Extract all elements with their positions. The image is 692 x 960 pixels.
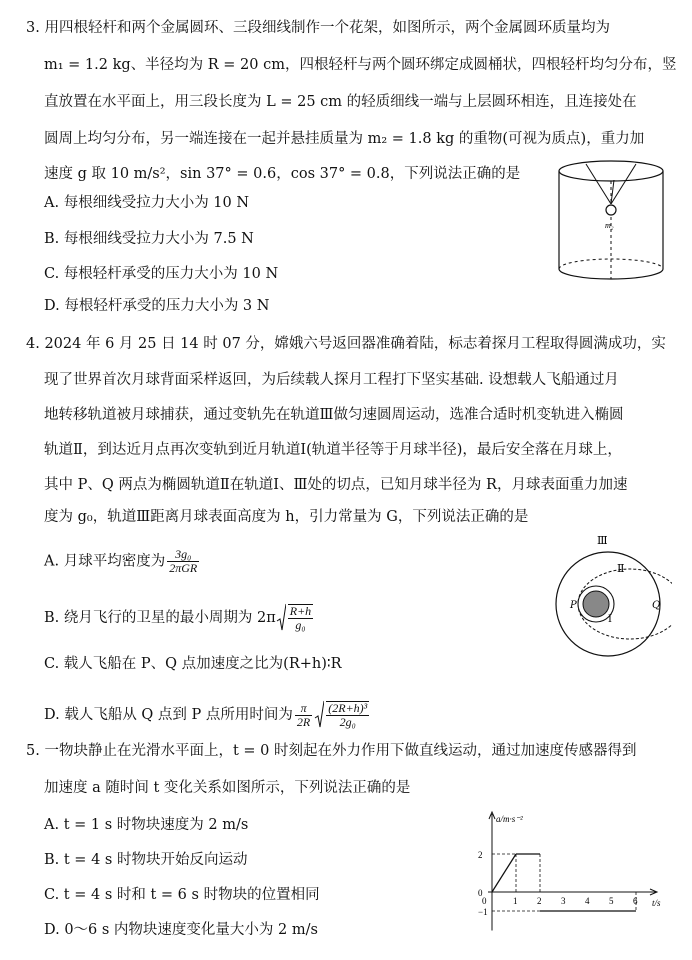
q5-line-1: 5. 一物块静止在光滑水平面上，t = 0 时刻起在外力作用下做直线运动，通过加速度传感器得到 <box>26 743 637 759</box>
x-axis-label: t/s <box>652 898 661 908</box>
q4-option-b[interactable] <box>44 603 315 633</box>
q4-option-d-2r: 2R <box>296 714 311 729</box>
acceleration-time-chart <box>470 808 675 948</box>
q3-line-3: 直放置在水平面上，用三段长度为 L = 25 cm 的轻质细线一端与上层圆环相连，且连接处在 <box>44 94 637 110</box>
flower-stand-figure <box>556 157 666 287</box>
x-tick-label: 2 <box>537 896 542 906</box>
moon <box>583 591 609 617</box>
x-tick-label: 6 <box>633 896 638 906</box>
q4-line-6: 度为 g₀，轨道Ⅲ距离月球表面高度为 h，引力常量为 G，下列说法正确的是 <box>44 509 529 525</box>
q4-option-d-pi: π <box>295 702 312 716</box>
q4-option-d-text: D. 载人飞船从 Q 点到 P 点所用时间为 <box>44 707 293 723</box>
x-tick-label: 5 <box>609 896 614 906</box>
q4-option-b-den: g₀ <box>295 618 306 632</box>
x-tick-label: 1 <box>513 896 518 906</box>
point-p-label: P <box>570 600 577 611</box>
x-tick-label: 4 <box>585 896 590 906</box>
orbit-1-label: Ⅰ <box>608 614 612 625</box>
q3-option-c[interactable]: C. 每根轻杆承受的压力大小为 10 N <box>44 266 279 282</box>
q4-option-a-text: A. 月球平均密度为 <box>44 553 166 570</box>
q5-option-c[interactable]: C. t = 4 s 时和 t = 6 s 时物块的位置相同 <box>44 887 320 903</box>
x-tick-label: 3 <box>561 896 566 906</box>
orbit-2-label: Ⅱ <box>617 562 625 575</box>
q4-line-2: 现了世界首次月球背面采样返回，为后续载人探月工程打下坚实基础. 设想载人飞船通过月 <box>44 372 619 388</box>
q5-option-b[interactable]: B. t = 4 s 时物块开始反向运动 <box>44 852 248 868</box>
q4-option-b-sqrt <box>276 603 286 633</box>
q4-option-b-text: B. 绕月飞行的卫星的最小周期为 2π <box>44 610 276 626</box>
point-q-label: Q <box>652 600 661 611</box>
q4-option-c[interactable]: C. 载人飞船在 P、Q 点加速度之比为(R+h)∶R <box>44 656 342 672</box>
y-tick-label: 0 <box>478 888 483 898</box>
series-segment <box>492 854 516 892</box>
q4-line-1: 4. 2024 年 6 月 25 日 14 时 07 分，嫦娥六号返回器准确着陆，标志着探月工程取得圆满成功，实 <box>26 336 666 352</box>
q4-option-a[interactable] <box>44 548 201 575</box>
q4-option-b-num: R+h <box>289 604 312 618</box>
q5-option-a[interactable]: A. t = 1 s 时物块速度为 2 m/s <box>44 817 249 833</box>
q4-option-d-num: (2R+h)³ <box>328 701 368 715</box>
q4-option-a-num: 3g₀ <box>167 548 199 562</box>
q4-option-a-den: 2πGR <box>169 561 198 575</box>
y-tick-label: 2 <box>478 850 483 860</box>
m2-label: m₂ <box>605 221 614 230</box>
q3-line-2: m₁ = 1.2 kg、半径均为 R = 20 cm，四根轻杆与两个圆环绑定成圆桶状，四根轻杆均匀分布，竖 <box>44 57 677 73</box>
q4-line-3: 地转移轨道被月球捕获，通过变轨先在轨道Ⅲ做匀速圆周运动，选准合适时机变轨进入椭圆 <box>44 407 624 423</box>
q5-option-d[interactable]: D. 0～6 s 内物块速度变化量大小为 2 m/s <box>44 922 318 938</box>
q3-line-5: 速度 g 取 10 m/s²，sin 37° = 0.6，cos 37° = 0.8，下列说法正确的是 <box>44 166 521 182</box>
q4-line-5: 其中 P、Q 两点为椭圆轨道Ⅱ在轨道Ⅰ、Ⅲ处的切点，已知月球半径为 R，月球表面重力加速 <box>44 477 628 493</box>
q4-option-a-fraction <box>167 548 199 575</box>
q4-option-b-fraction <box>288 604 313 632</box>
q4-line-4: 轨道Ⅱ，到达近月点再次变轨到近月轨道Ⅰ(轨道半径等于月球半径)，最后安全落在月球上， <box>44 442 622 458</box>
y-axis-label: a/m·s⁻² <box>496 814 523 824</box>
q4-option-d-prefactor <box>295 702 312 729</box>
q4-option-d-den: 2g₀ <box>339 715 356 729</box>
q4-option-d-sqrt <box>314 700 324 730</box>
q5-line-2: 加速度 a 随时间 t 变化关系如图所示，下列说法正确的是 <box>44 780 411 796</box>
q3-line-1: 3. 用四根轻杆和两个金属圆环、三段细线制作一个花架，如图所示，两个金属圆环质量均为 <box>26 20 610 36</box>
q3-option-a[interactable]: A. 每根细线受拉力大小为 10 N <box>44 195 250 211</box>
orbit-3-label: Ⅲ <box>597 536 608 547</box>
q4-option-d[interactable] <box>44 700 371 730</box>
orbit-figure <box>548 536 672 660</box>
q3-line-4: 圆周上均匀分布，另一端连接在一起并悬挂质量为 m₂ = 1.8 kg 的重物(可视为质点)，重力加 <box>44 131 645 147</box>
origin-label: 0 <box>482 896 487 906</box>
q3-option-d[interactable]: D. 每根轻杆承受的压力大小为 3 N <box>44 298 270 314</box>
q3-option-b[interactable]: B. 每根细线受拉力大小为 7.5 N <box>44 231 254 247</box>
q4-option-d-fraction <box>326 701 369 729</box>
y-tick-label: −1 <box>478 907 488 917</box>
